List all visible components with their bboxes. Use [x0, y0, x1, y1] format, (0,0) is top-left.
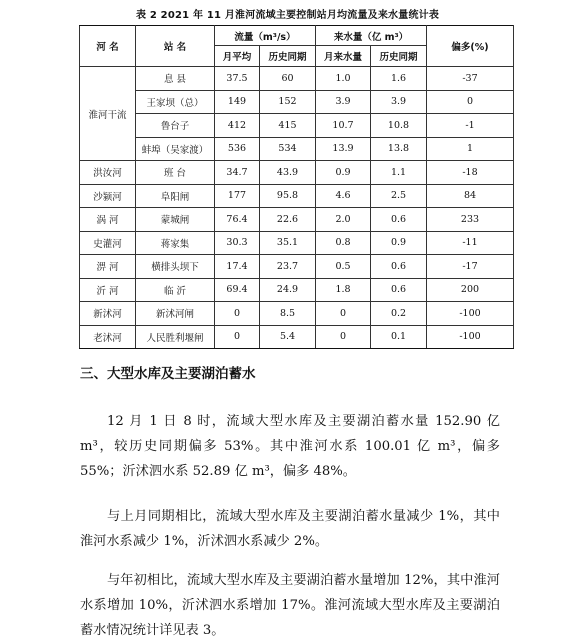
volume-hist-cell: 10.8 — [371, 114, 427, 138]
flow-avg-cell: 17.4 — [215, 255, 260, 279]
flow-hist-cell: 415 — [260, 114, 316, 138]
section-heading: 三、大型水库及主要湖泊蓄水 — [80, 366, 256, 382]
volume-cell: 1.0 — [316, 67, 371, 91]
header-hist-flow: 历史同期 — [260, 46, 316, 67]
volume-hist-cell: 0.1 — [371, 325, 427, 349]
table-row — [80, 161, 514, 185]
volume-hist-cell: 0.6 — [371, 208, 427, 232]
table-row — [80, 325, 514, 349]
deviation-cell: 84 — [427, 184, 514, 208]
volume-hist-cell: 0.9 — [371, 231, 427, 255]
volume-hist-cell: 0.2 — [371, 302, 427, 326]
volume-hist-cell: 0.6 — [371, 255, 427, 279]
paragraph-month-change: 与上月同期相比，流域大型水库及主要湖泊蓄水量减少 1%，其中淮河水系减少 1%，沂沭泗水系减少 2%。 — [80, 509, 500, 550]
table-row — [80, 67, 514, 91]
station-cell: 息 县 — [136, 67, 215, 91]
flow-hist-cell: 24.9 — [260, 278, 316, 302]
table-caption: 表 2 2021 年 11 月淮河流域主要控制站月均流量及来水量统计表 — [135, 10, 440, 21]
river-cell: 老沭河 — [80, 325, 136, 349]
table-row — [80, 278, 514, 302]
volume-cell: 3.9 — [316, 90, 371, 114]
flow-hist-cell: 95.8 — [260, 184, 316, 208]
station-cell: 人民胜利堰闸 — [136, 325, 215, 349]
flow-hist-cell: 8.5 — [260, 302, 316, 326]
volume-cell: 13.9 — [316, 137, 371, 161]
flow-hist-cell: 534 — [260, 137, 316, 161]
deviation-cell: -100 — [427, 325, 514, 349]
station-cell: 蒋家集 — [136, 231, 215, 255]
volume-cell: 2.0 — [316, 208, 371, 232]
flow-avg-cell: 149 — [215, 90, 260, 114]
flow-hist-cell: 43.9 — [260, 161, 316, 185]
flow-statistics-table — [79, 25, 514, 349]
station-cell: 班 台 — [136, 161, 215, 185]
flow-avg-cell: 0 — [215, 302, 260, 326]
deviation-cell: -17 — [427, 255, 514, 279]
header-monthly-avg: 月平均 — [215, 46, 260, 67]
table-row — [80, 231, 514, 255]
header-month-volume: 月来水量 — [316, 46, 371, 67]
station-cell: 王家坝（总） — [136, 90, 215, 114]
table-row — [80, 208, 514, 232]
flow-hist-cell: 22.6 — [260, 208, 316, 232]
table-row — [80, 114, 514, 138]
flow-hist-cell: 35.1 — [260, 231, 316, 255]
header-hist-volume: 历史同期 — [371, 46, 427, 67]
volume-cell: 4.6 — [316, 184, 371, 208]
flow-hist-cell: 60 — [260, 67, 316, 91]
volume-cell: 0 — [316, 302, 371, 326]
flow-avg-cell: 177 — [215, 184, 260, 208]
river-cell: 洪汝河 — [80, 161, 136, 185]
header-flow-group: 流量（m³/s） — [215, 26, 316, 46]
flow-avg-cell: 0 — [215, 325, 260, 349]
paragraph-year-change: 与年初相比，流域大型水库及主要湖泊蓄水量增加 12%，其中淮河水系增加 10%，沂沭泗水系增加 17%。淮河流域大型水库及主要湖泊蓄水情况统计详见表 3。 — [80, 573, 500, 639]
river-cell: 沙颍河 — [80, 184, 136, 208]
volume-hist-cell: 2.5 — [371, 184, 427, 208]
table-row — [80, 255, 514, 279]
station-cell: 新沭河闸 — [136, 302, 215, 326]
volume-cell: 0.8 — [316, 231, 371, 255]
river-cell: 淮河干流 — [80, 67, 136, 161]
table-row — [80, 184, 514, 208]
deviation-cell: -18 — [427, 161, 514, 185]
flow-avg-cell: 69.4 — [215, 278, 260, 302]
deviation-cell: -37 — [427, 67, 514, 91]
station-cell: 横排头坝下 — [136, 255, 215, 279]
flow-hist-cell: 23.7 — [260, 255, 316, 279]
header-deviation: 偏多(%) — [427, 26, 514, 67]
river-cell: 史灌河 — [80, 231, 136, 255]
flow-avg-cell: 37.5 — [215, 67, 260, 91]
deviation-cell: 0 — [427, 90, 514, 114]
volume-cell: 10.7 — [316, 114, 371, 138]
deviation-cell: -11 — [427, 231, 514, 255]
river-cell: 淠 河 — [80, 255, 136, 279]
station-cell: 鲁台子 — [136, 114, 215, 138]
deviation-cell: 1 — [427, 137, 514, 161]
flow-avg-cell: 412 — [215, 114, 260, 138]
flow-hist-cell: 152 — [260, 90, 316, 114]
river-cell: 沂 河 — [80, 278, 136, 302]
paragraph-storage-total: 12 月 1 日 8 时，流域大型水库及主要湖泊蓄水量 152.90 亿 m³，较历史同期偏多 53%。其中淮河水系 100.01 亿 m³，偏多 55%；沂沭泗水系 52.89 亿 m³，偏多 48%。 — [80, 414, 500, 480]
header-water-group: 来水量（亿 m³） — [316, 26, 427, 46]
volume-hist-cell: 1.6 — [371, 67, 427, 91]
flow-avg-cell: 30.3 — [215, 231, 260, 255]
flow-avg-cell: 536 — [215, 137, 260, 161]
volume-cell: 0.9 — [316, 161, 371, 185]
station-cell: 临 沂 — [136, 278, 215, 302]
table-row — [80, 137, 514, 161]
header-station: 站 名 — [136, 26, 215, 67]
river-cell: 新沭河 — [80, 302, 136, 326]
flow-avg-cell: 76.4 — [215, 208, 260, 232]
station-cell: 蒙城闸 — [136, 208, 215, 232]
volume-cell: 0 — [316, 325, 371, 349]
volume-hist-cell: 13.8 — [371, 137, 427, 161]
station-cell: 蚌埠（吴家渡） — [136, 137, 215, 161]
table-row — [80, 90, 514, 114]
station-cell: 阜阳闸 — [136, 184, 215, 208]
deviation-cell: -1 — [427, 114, 514, 138]
river-cell: 涡 河 — [80, 208, 136, 232]
table-row — [80, 302, 514, 326]
volume-hist-cell: 0.6 — [371, 278, 427, 302]
header-river: 河 名 — [80, 26, 136, 67]
deviation-cell: 233 — [427, 208, 514, 232]
deviation-cell: 200 — [427, 278, 514, 302]
deviation-cell: -100 — [427, 302, 514, 326]
volume-hist-cell: 1.1 — [371, 161, 427, 185]
flow-hist-cell: 5.4 — [260, 325, 316, 349]
volume-hist-cell: 3.9 — [371, 90, 427, 114]
volume-cell: 1.8 — [316, 278, 371, 302]
flow-avg-cell: 34.7 — [215, 161, 260, 185]
volume-cell: 0.5 — [316, 255, 371, 279]
